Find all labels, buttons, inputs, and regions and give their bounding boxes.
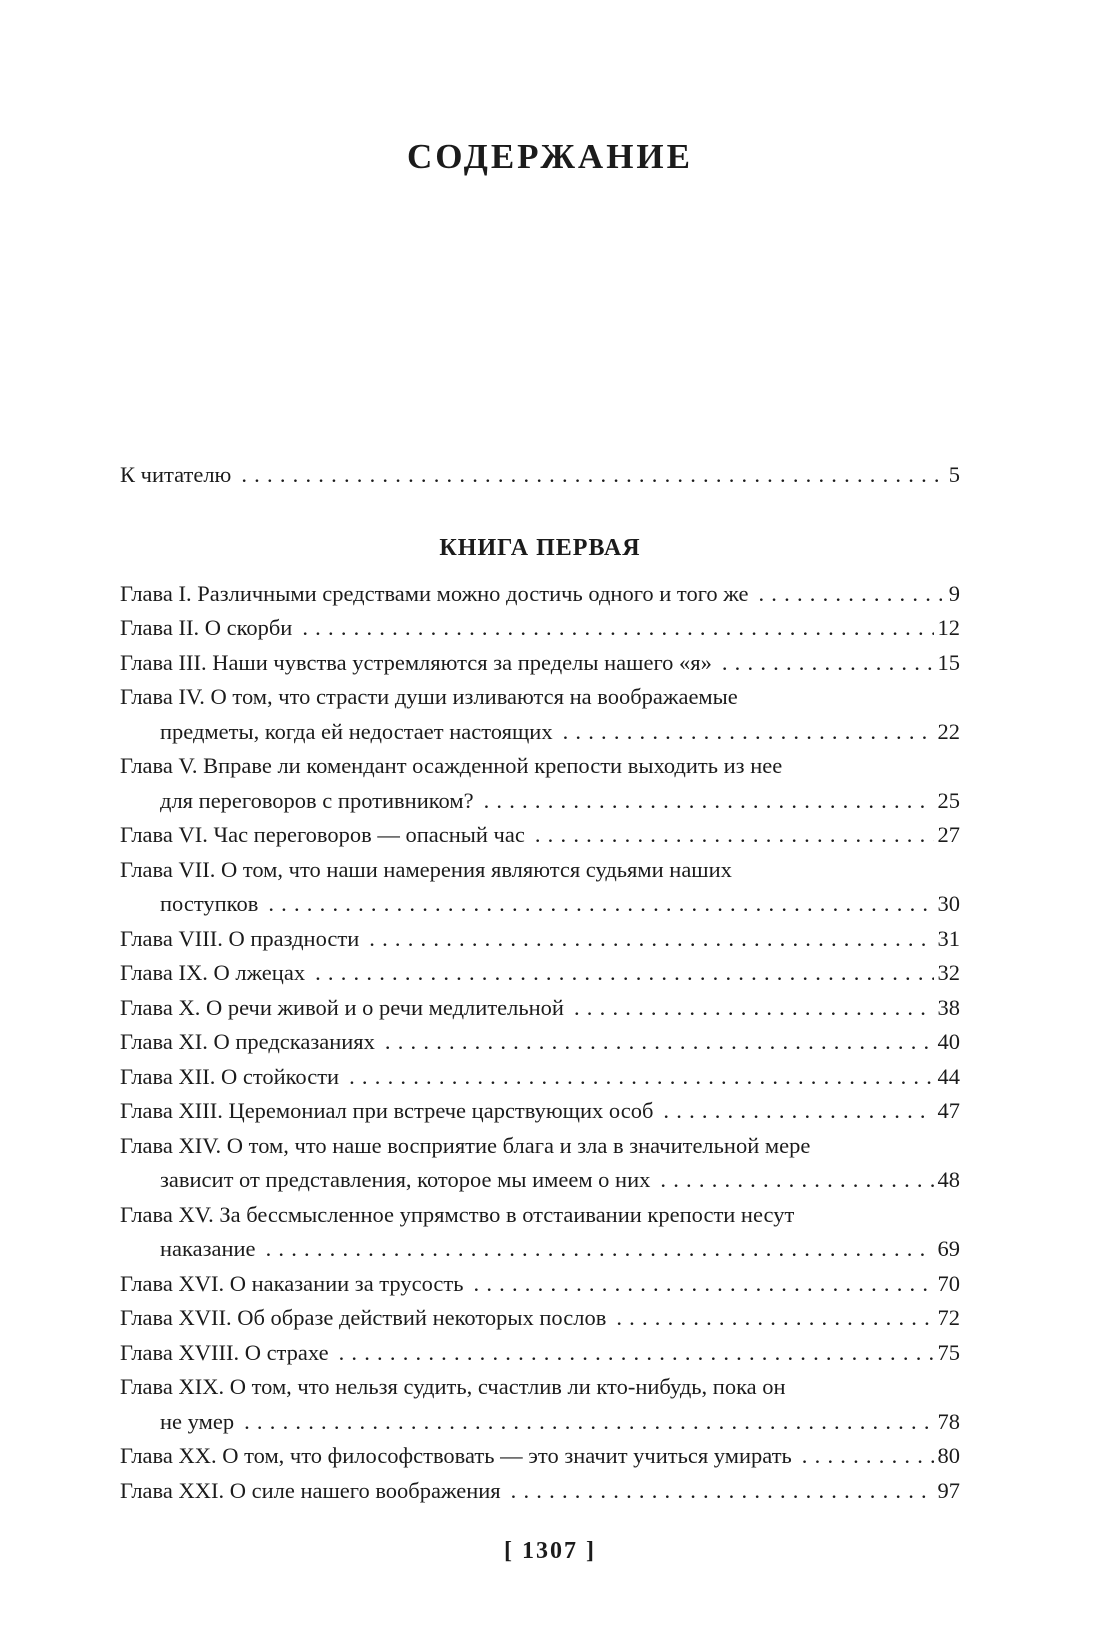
toc-leader-dots xyxy=(748,577,942,612)
toc-page-number: 38 xyxy=(937,994,960,1020)
toc-leader-dots xyxy=(792,1439,934,1474)
toc-leader-dots xyxy=(464,1267,934,1302)
toc-entry-preface xyxy=(120,458,960,493)
book-one-heading: КНИГА ПЕРВАЯ xyxy=(439,534,641,561)
toc-page-number: 78 xyxy=(937,1408,960,1434)
toc-entry xyxy=(120,1232,960,1267)
toc-entry-text: Глава IV. О том, что страсти души изливаются на воображаемые xyxy=(120,684,738,709)
toc-entry xyxy=(120,1370,960,1405)
toc-entry-text: Глава V. Вправе ли комендант осажденной крепости выходить из нее xyxy=(120,753,783,778)
toc-page-number: 47 xyxy=(937,1098,960,1123)
toc-leader-dots xyxy=(256,1232,934,1267)
toc-entry xyxy=(120,1474,960,1509)
toc-page-number: 31 xyxy=(937,925,960,951)
toc-page-number: 48 xyxy=(937,1167,960,1192)
toc-entry-text: Глава III. Наши чувства устремляются за пределы нашего «я» xyxy=(120,649,712,675)
toc-page-number: 27 xyxy=(937,822,960,847)
toc-entry xyxy=(120,922,960,957)
toc-entry-text: Глава XVII. Об образе действий некоторых послов xyxy=(120,1305,607,1330)
toc-entry xyxy=(120,1198,960,1233)
toc-entry-text: Глава X. О речи живой и о речи медлительной xyxy=(120,994,564,1020)
toc-leader-dots xyxy=(329,1336,934,1371)
toc-leader-dots xyxy=(292,611,933,646)
toc-page-number: 44 xyxy=(937,1063,960,1089)
toc-leader-dots xyxy=(375,1025,934,1060)
toc-entry-text: Глава VI. Час переговоров — опасный час xyxy=(120,822,525,847)
toc-entry-text: Глава I. Различными средствами можно достичь одного и того же xyxy=(120,580,749,606)
toc-page-number: 25 xyxy=(937,787,960,813)
toc-leader-dots xyxy=(653,1094,933,1129)
toc-page-number: 22 xyxy=(937,718,960,744)
toc-leader-dots xyxy=(564,991,934,1026)
toc-leader-dots xyxy=(650,1163,933,1198)
toc-entry xyxy=(120,818,960,853)
toc-entry-text: наказание xyxy=(160,1236,256,1261)
toc-page-number: 75 xyxy=(937,1339,960,1365)
toc-entry xyxy=(120,646,960,681)
toc-page-number: 9 xyxy=(948,580,960,606)
toc-entry xyxy=(120,715,960,750)
toc-entry xyxy=(120,991,960,1026)
toc-entry xyxy=(120,749,960,784)
toc-entry xyxy=(120,1129,960,1164)
toc-entry-text: Глава XV. За бессмысленное упрямство в отстаивании крепости несут xyxy=(120,1201,795,1227)
toc-leader-dots xyxy=(305,956,933,991)
toc-entry xyxy=(120,1094,960,1129)
toc-leader-dots xyxy=(525,818,934,853)
toc-page-number: 32 xyxy=(937,960,960,985)
toc-entry-text: зависит от представления, которое мы имеем о них xyxy=(160,1167,651,1192)
toc-page-number: 5 xyxy=(948,462,960,487)
page-title: СОДЕРЖАНИЕ xyxy=(406,137,693,176)
toc-entry xyxy=(120,1060,960,1095)
toc-page-number: 72 xyxy=(937,1305,960,1330)
page-number-footer: [ 1307 ] xyxy=(504,1538,596,1564)
toc-leader-dots xyxy=(359,922,933,957)
toc-list xyxy=(120,577,960,1509)
toc-page-number: 80 xyxy=(937,1443,960,1468)
toc-entry xyxy=(120,1405,960,1440)
toc-entry xyxy=(120,1439,960,1474)
toc-entry xyxy=(120,1336,960,1371)
toc-entry-text: Глава XIV. О том, что наше восприятие блага и зла в значительной мере xyxy=(120,1132,811,1158)
toc-entry xyxy=(120,1163,960,1198)
toc-entry xyxy=(120,887,960,922)
toc-entry-text: Глава XXI. О силе нашего воображения xyxy=(120,1477,501,1503)
toc-page-number: 30 xyxy=(937,891,960,916)
toc-leader-dots xyxy=(231,458,942,493)
toc-entry-text: Глава II. О скорби xyxy=(120,615,293,640)
toc-entry xyxy=(120,853,960,888)
toc-page-number: 70 xyxy=(937,1270,960,1296)
toc-entry-text: Глава XIX. О том, что нельзя судить, счастлив ли кто-нибудь, пока он xyxy=(120,1374,786,1399)
toc-page-number: 15 xyxy=(937,649,960,675)
toc-entry xyxy=(120,1267,960,1302)
toc-leader-dots xyxy=(553,715,934,750)
toc-entry-text: поступков xyxy=(160,891,259,916)
toc-entry-text: Глава XIII. Церемониал при встрече царствующих особ xyxy=(120,1098,654,1123)
toc-entry-text: для переговоров с противником? xyxy=(160,787,474,813)
toc-entry xyxy=(120,577,960,612)
toc-entry xyxy=(120,611,960,646)
toc-entry-text: Глава XII. О стойкости xyxy=(120,1063,340,1089)
toc-entry xyxy=(120,956,960,991)
toc-leader-dots xyxy=(712,646,934,681)
toc-entry-text: Глава VII. О том, что наши намерения являются судьями наших xyxy=(120,856,732,882)
toc-leader-dots xyxy=(606,1301,933,1336)
toc-entry xyxy=(120,1301,960,1336)
toc-entry-text: Глава XX. О том, что философствовать — это значит учиться умирать xyxy=(120,1443,792,1468)
toc-entry-text: Глава VIII. О праздности xyxy=(120,925,360,951)
toc-page-number: 69 xyxy=(937,1236,960,1261)
toc-content xyxy=(120,458,960,1508)
toc-leader-dots xyxy=(339,1060,933,1095)
toc-entry-text: Глава XVIII. О страхе xyxy=(120,1339,329,1365)
toc-entry-text: Глава XVI. О наказании за трусость xyxy=(120,1270,464,1296)
toc-leader-dots xyxy=(234,1405,933,1440)
toc-entry-text: не умер xyxy=(160,1408,235,1434)
toc-entry xyxy=(120,680,960,715)
toc-entry-text: Глава IX. О лжецах xyxy=(120,960,306,985)
toc-page-number: 97 xyxy=(937,1477,960,1503)
toc-page-number: 40 xyxy=(937,1029,960,1054)
toc-leader-dots xyxy=(474,784,934,819)
toc-entry-text: Глава XI. О предсказаниях xyxy=(120,1029,375,1054)
toc-leader-dots xyxy=(258,887,933,922)
toc-entry xyxy=(120,1025,960,1060)
toc-entry xyxy=(120,784,960,819)
toc-leader-dots xyxy=(501,1474,934,1509)
toc-entry-text: К читателю xyxy=(120,462,232,487)
toc-page-number: 12 xyxy=(937,615,960,640)
toc-entry-text: предметы, когда ей недостает настоящих xyxy=(160,718,553,744)
